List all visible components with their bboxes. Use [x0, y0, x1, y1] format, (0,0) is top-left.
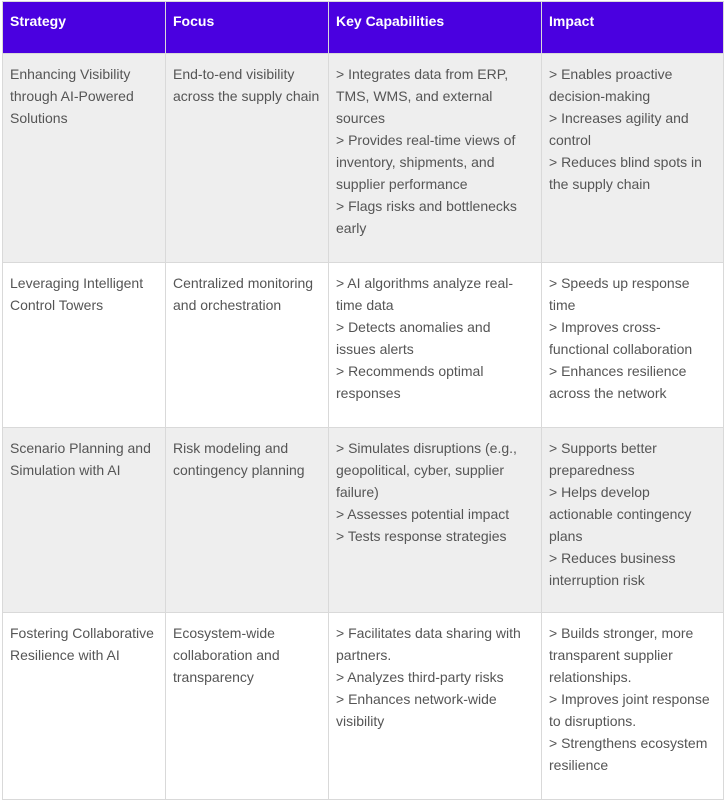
header-focus: Focus: [166, 2, 329, 54]
impact-item: > Enables proactive decision-making: [549, 66, 673, 104]
focus-cell: Ecosystem-wide collaboration and transparency: [166, 613, 329, 800]
impact-item: > Builds stronger, more transparent supplier relationships.: [549, 625, 694, 685]
focus-cell: Risk modeling and contingency planning: [166, 428, 329, 613]
capability-item: > Detects anomalies and issues alerts: [336, 319, 491, 357]
table-row: [3, 54, 724, 263]
capability-item: > Tests response strategies: [336, 528, 507, 544]
strategy-cell: Fostering Collaborative Resilience with AI: [3, 613, 166, 800]
impact-cell: [542, 428, 724, 613]
capability-item: > AI algorithms analyze real-time data: [336, 275, 514, 313]
capability-item: > Enhances network-wide visibility: [336, 691, 497, 729]
capability-item: > Analyzes third-party risks: [336, 669, 504, 685]
impact-cell: [542, 613, 724, 800]
capabilities-cell: [329, 428, 542, 613]
header-key-capabilities: Key Capabilities: [329, 2, 542, 54]
impact-item: > Reduces blind spots in the supply chain: [549, 154, 702, 192]
strategy-cell: Enhancing Visibility through AI-Powered Solutions: [3, 54, 166, 263]
strategy-cell: Scenario Planning and Simulation with AI: [3, 428, 166, 613]
header-strategy: Strategy: [3, 2, 166, 54]
strategy-cell: Leveraging Intelligent Control Towers: [3, 263, 166, 428]
capabilities-cell: [329, 54, 542, 263]
capability-item: > Simulates disruptions (e.g., geopolitical, cyber, supplier failure): [336, 440, 517, 500]
impact-item: > Speeds up response time: [549, 275, 690, 313]
focus-cell: End-to-end visibility across the supply chain: [166, 54, 329, 263]
impact-item: > Improves joint response to disruptions.: [549, 691, 710, 729]
capabilities-cell: [329, 263, 542, 428]
impact-item: > Enhances resilience across the network: [549, 363, 687, 401]
table-row: [3, 263, 724, 428]
table-row: [3, 613, 724, 800]
strategy-table: [2, 1, 724, 800]
impact-cell: [542, 263, 724, 428]
capability-item: > Facilitates data sharing with partners.: [336, 625, 521, 663]
capability-item: > Integrates data from ERP, TMS, WMS, and external sources: [336, 66, 509, 126]
impact-item: > Increases agility and control: [549, 110, 689, 148]
impact-item: > Improves cross-functional collaboration: [549, 319, 693, 357]
impact-cell: [542, 54, 724, 263]
capability-item: > Provides real-time views of inventory, shipments, and supplier performance: [336, 132, 516, 192]
table-row: [3, 428, 724, 613]
capability-item: > Assesses potential impact: [336, 506, 510, 522]
focus-cell: Centralized monitoring and orchestration: [166, 263, 329, 428]
capability-item: > Flags risks and bottlenecks early: [336, 198, 517, 236]
impact-item: > Reduces business interruption risk: [549, 550, 676, 588]
capabilities-cell: [329, 613, 542, 800]
capability-item: > Recommends optimal responses: [336, 363, 484, 401]
impact-item: > Strengthens ecosystem resilience: [549, 735, 708, 773]
header-impact: Impact: [542, 2, 724, 54]
impact-item: > Supports better preparedness: [549, 440, 657, 478]
header-row: [3, 2, 724, 54]
impact-item: > Helps develop actionable contingency plans: [549, 484, 692, 544]
